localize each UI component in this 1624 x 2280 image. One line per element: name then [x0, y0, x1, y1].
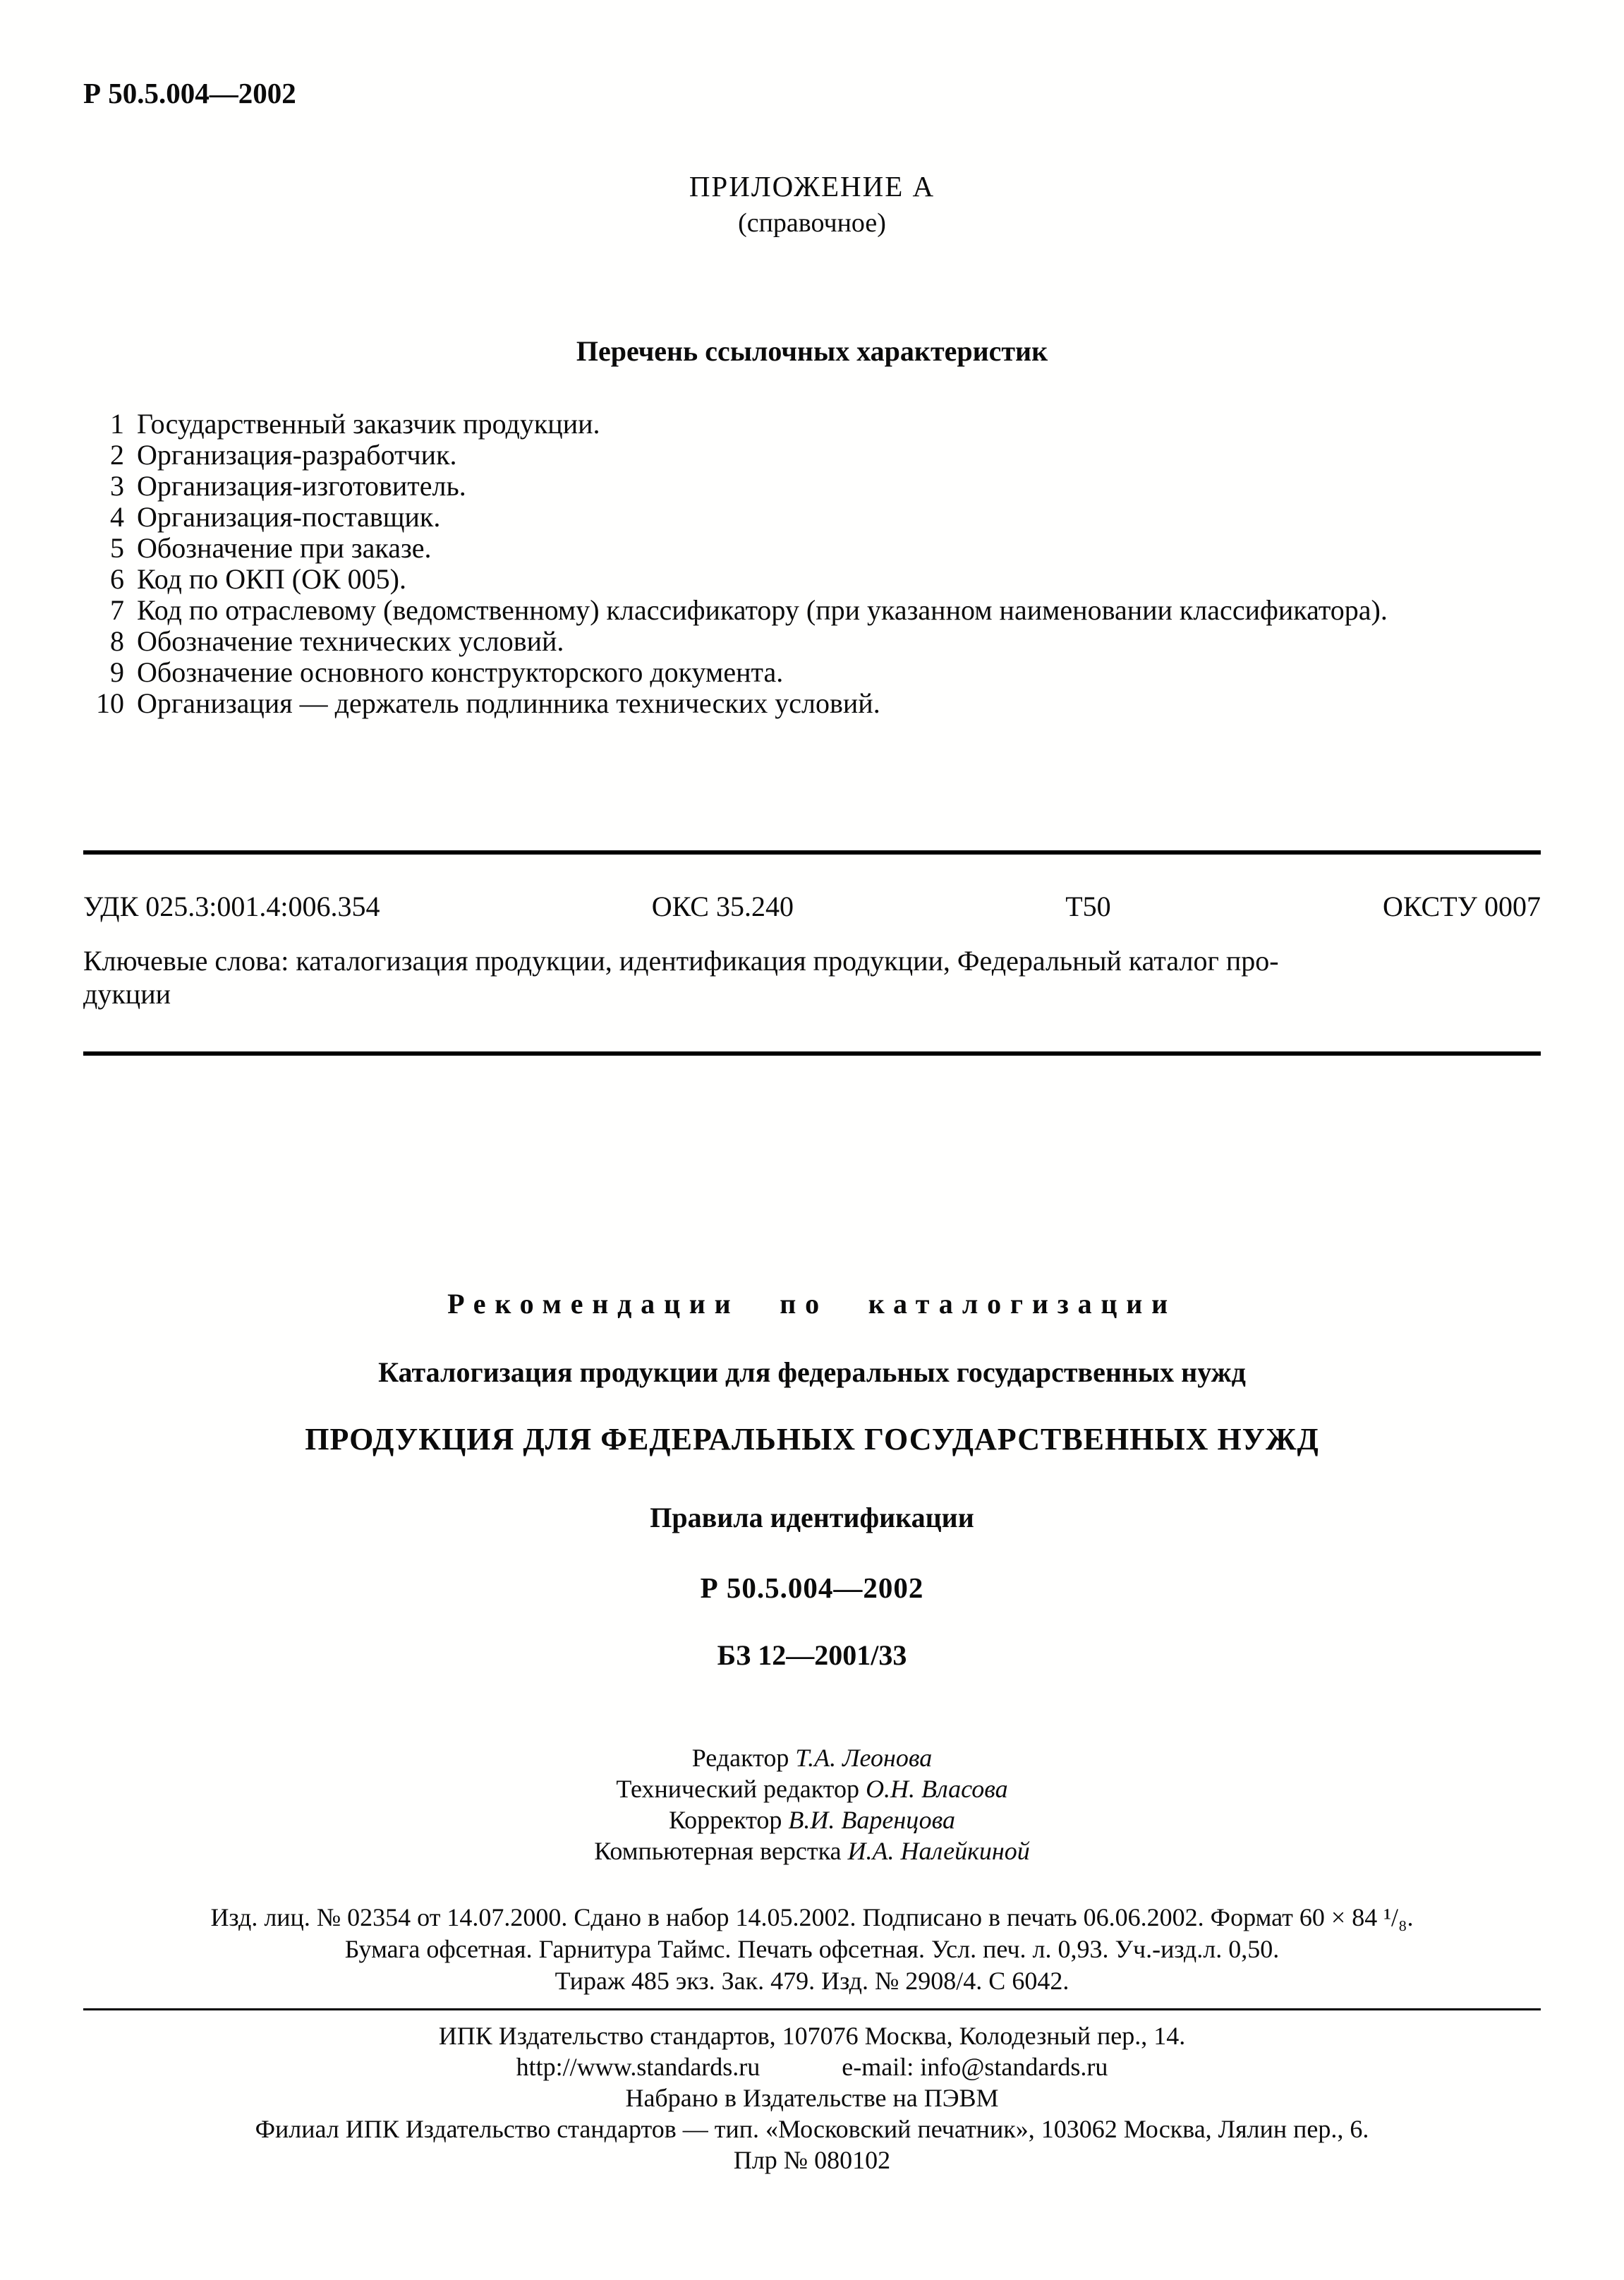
appendix-title: ПРИЛОЖЕНИЕ А — [689, 170, 935, 203]
publisher-plr-number: Плр № 080102 — [733, 2146, 891, 2174]
list-item — [83, 657, 1541, 688]
publisher-website: http://www.standards.ru — [516, 2053, 761, 2081]
reference-list — [83, 409, 1541, 719]
credit-name: И.А. Налейкиной — [847, 1837, 1030, 1865]
colophon-bz-number: БЗ 12—2001/33 — [717, 1639, 907, 1671]
list-item — [83, 533, 1541, 564]
list-item — [83, 595, 1541, 626]
list-item-number: 3 — [110, 470, 124, 502]
credits-block — [83, 1742, 1541, 1866]
list-item-number: 4 — [110, 501, 124, 533]
appendix-subtitle: (справочное) — [738, 208, 886, 238]
keywords-paragraph — [83, 944, 1541, 1011]
keywords-line: дукции — [83, 978, 171, 1010]
list-item — [83, 564, 1541, 595]
credit-line — [83, 1835, 1541, 1866]
series-title: Рекомендации по каталогизации — [447, 1288, 1177, 1320]
keywords-line: Ключевые слова: каталогизация продукции, идентификация продукции, Федеральный каталог про- — [83, 945, 1279, 977]
list-item-text: Организация — держатель подлинника технических условий. — [137, 687, 880, 719]
credit-role: Корректор — [668, 1806, 782, 1834]
credit-line — [83, 1804, 1541, 1835]
list-item — [83, 409, 1541, 440]
list-item-number: 2 — [110, 439, 124, 471]
publisher-branch: Филиал ИПК Издательство стандартов — тип. «Московский печатник», 103062 Москва, Лялин пер., 6. — [255, 2115, 1369, 2143]
credit-name: В.И. Варенцова — [788, 1806, 956, 1834]
colophon-main-title: ПРОДУКЦИЯ ДЛЯ ФЕДЕРАЛЬНЫХ ГОСУДАРСТВЕННЫХ НУЖД — [305, 1422, 1319, 1456]
list-item-text: Код по отраслевому (ведомственному) классификатору (при указанном наименовании классификатора). — [137, 594, 1388, 626]
divider-rule-top — [83, 850, 1541, 855]
list-item — [83, 471, 1541, 502]
credit-role: Компьютерная верстка — [594, 1837, 842, 1865]
list-item-text: Обозначение технических условий. — [137, 625, 564, 657]
imprint-block — [83, 1902, 1541, 1997]
publisher-block — [83, 2020, 1541, 2176]
t-code: Т50 — [1065, 891, 1111, 922]
list-item-text: Организация-поставщик. — [137, 501, 441, 533]
udk-code: УДК 025.3:001.4:006.354 — [83, 891, 380, 922]
list-item — [83, 688, 1541, 719]
doc-number-header: Р 50.5.004—2002 — [83, 77, 296, 109]
imprint-line: Бумага офсетная. Гарнитура Таймс. Печать офсетная. Усл. печ. л. 0,93. Уч.-изд.л. 0,50. — [344, 1935, 1280, 1963]
list-item — [83, 626, 1541, 657]
list-item-number: 10 — [96, 687, 124, 719]
list-item-number: 9 — [110, 656, 124, 688]
list-item-text: Обозначение при заказе. — [137, 532, 432, 564]
list-item-number: 7 — [110, 594, 124, 626]
colophon-doc-number: Р 50.5.004—2002 — [700, 1572, 924, 1604]
colophon-subtitle: Каталогизация продукции для федеральных государственных нужд — [378, 1356, 1246, 1388]
imprint-line: Тираж 485 экз. Зак. 479. Изд. № 2908/4. С 6042. — [555, 1967, 1069, 1995]
divider-rule-bottom — [83, 1051, 1541, 1056]
imprint-divider-rule — [83, 2008, 1541, 2010]
credit-name: О.Н. Власова — [866, 1775, 1008, 1803]
list-item-text: Государственный заказчик продукции. — [137, 408, 600, 440]
list-item-text: Код по ОКП (ОК 005). — [137, 563, 406, 595]
oks-code: ОКС 35.240 — [651, 891, 794, 922]
credit-name: Т.А. Леонова — [795, 1744, 933, 1772]
list-item-number: 5 — [110, 532, 124, 564]
publisher-address: ИПК Издательство стандартов, 107076 Москва, Колодезный пер., 14. — [438, 2022, 1186, 2050]
okstu-code: ОКСТУ 0007 — [1382, 891, 1541, 922]
imprint-line: Изд. лиц. № 02354 от 14.07.2000. Сдано в набор 14.05.2002. Подписано в печать 06.06.2002. Формат 60 × 84 ¹/₈. — [210, 1903, 1414, 1931]
list-item-text: Обозначение основного конструкторского документа. — [137, 656, 784, 688]
credit-line — [83, 1773, 1541, 1804]
credit-role: Редактор — [691, 1744, 789, 1772]
list-item-number: 6 — [110, 563, 124, 595]
credit-line — [83, 1742, 1541, 1773]
list-item — [83, 440, 1541, 471]
publisher-web-row — [83, 2051, 1541, 2082]
credit-role: Технический редактор — [616, 1775, 860, 1803]
publisher-typeset-note: Набрано в Издательстве на ПЭВМ — [625, 2084, 999, 2112]
section-title: Перечень ссылочных характеристик — [576, 335, 1048, 367]
list-item — [83, 502, 1541, 533]
list-item-text: Организация-разработчик. — [137, 439, 457, 471]
colophon-rules-title: Правила идентификации — [650, 1502, 974, 1533]
list-item-number: 1 — [110, 408, 124, 440]
list-item-number: 8 — [110, 625, 124, 657]
publisher-email: e-mail: info@standards.ru — [842, 2053, 1108, 2081]
list-item-text: Организация-изготовитель. — [137, 470, 466, 502]
codes-row — [83, 890, 1541, 923]
